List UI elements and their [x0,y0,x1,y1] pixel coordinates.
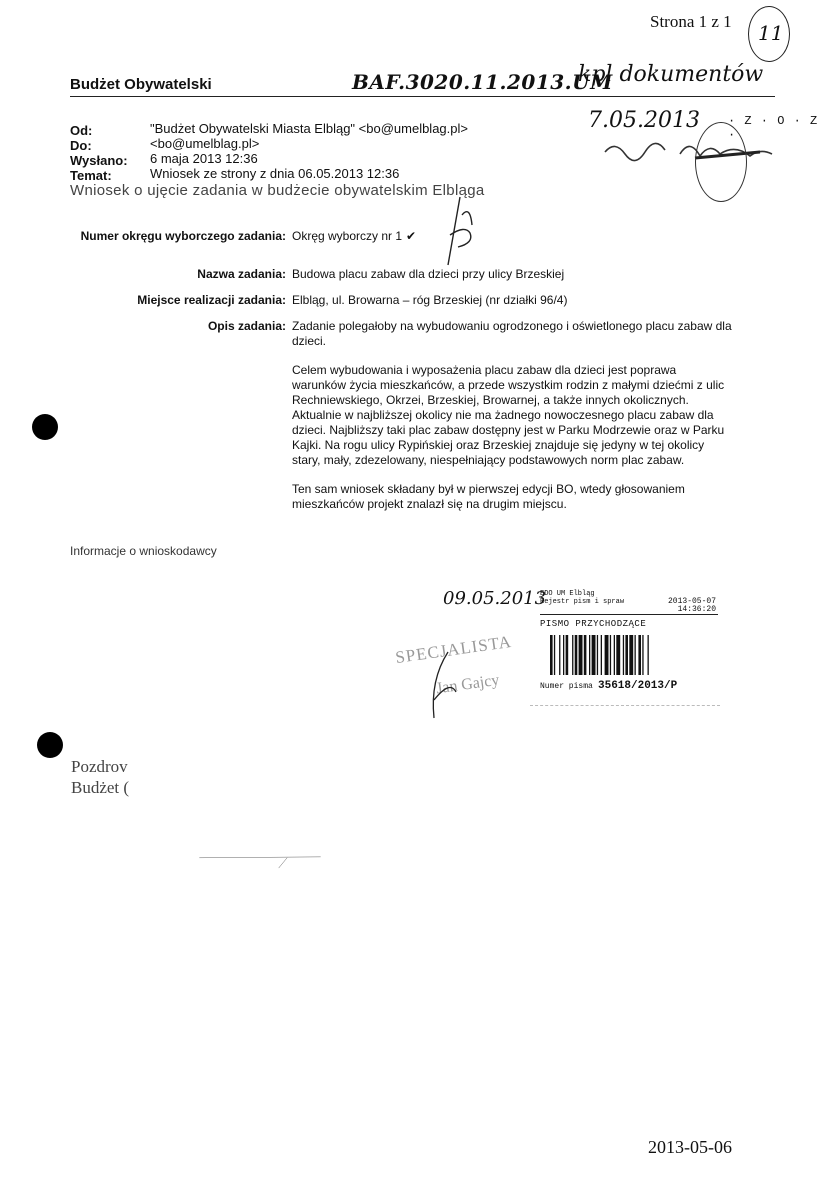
barcode-bar [579,635,583,675]
description-label: Opis zadania: [207,319,286,333]
barcode-bar [605,635,609,675]
barcode-icon [550,635,710,675]
to-label: Do: [70,138,92,153]
district-value: Okręg wyborczy nr 1 [292,229,403,243]
description-paragraph: Ten sam wniosek składany był w pierwszej edycji BO, wtedy głosowaniem mieszkańców projekt znalazł się na drugim miejscu. [292,482,685,511]
specialist-name-stamp: Jan Gajcy [435,671,501,698]
barcode-bar [616,635,620,675]
received-date-handwritten: 09.05.2013 [443,588,547,609]
barcode-bar [629,635,633,675]
registry-org-line: EDO UM Elbląg [540,590,595,598]
closing-line: Budżet ( [71,778,130,797]
footer-date: 2013-05-06 [648,1137,732,1157]
barcode-bar [575,635,578,675]
district-value-row [292,229,732,244]
signature-loop [695,122,747,202]
punch-hole [37,732,63,758]
description-value [292,319,732,526]
closing-line: Pozdrov [71,757,128,776]
barcode-bar [589,635,590,675]
description-paragraph: Zadanie polegałoby na wybudowaniu ogrodzonego i oświetlonego placu zabaw dla dzieci. [292,319,732,348]
barcode-bar [635,635,636,675]
description-paragraph: Celem wybudowania i wyposażenia placu zabaw dla dzieci jest poprawa warunków życia mieszkańców, a przede wszystkim rodzin z małymi dziećmi z ulic Rechniewskiego, Okrzei, Brzeskiej, Browarnej, a także innych okolicznych. Aktualnie w najbliższej okolicy nie ma żadnego nowoczesnego placu zabaw dla dzieci. Najbliższy taki plac zabaw dostępny jest w Parku Modrzewie oraz w Parku Kajki. Na rogu ulicy Rypińskiej oraz Brzeskiej znajduje się jedyny w tej okolicy stary, mały, zdezelowany, niespełniający podstawowych norm plac zabaw. [292,363,725,467]
applicant-info-label: Informacje o wnioskodawcy [70,544,217,558]
barcode-bar [601,635,602,675]
form-heading: Wniosek o ujęcie zadania w budżecie obywatelskim Elbląga [70,182,485,199]
registry-datetime [668,598,716,614]
task-name-value: Budowa placu zabaw dla dzieci przy ulicy Brzeskiej [292,267,565,281]
page-circle-number [748,6,790,62]
registry-rule [540,614,718,615]
handwritten-note: kpl dokumentów [578,62,764,87]
barcode-bar [623,635,624,675]
barcode-bar [625,635,628,675]
barcode-bar [584,635,587,675]
sent-value: 6 maja 2013 12:36 [150,151,258,166]
handwritten-date: 7.05.2013 [588,108,700,133]
handwritten-ref-code: BAF.3020.11.2013.UM [352,70,613,94]
registry-title: PISMO PRZYCHODZĄCE [540,619,647,629]
specialist-signature [420,650,460,720]
sent-label: Wysłano: [70,153,128,168]
barcode-bar [572,635,573,675]
registry-number: 35618/2013/P [598,680,678,692]
registry-org [540,590,624,606]
barcode-bar [566,635,569,675]
subject-label: Temat: [70,168,112,183]
registry-stamp [540,590,718,720]
barcode-bar [648,635,649,675]
barcode-bar [592,635,596,675]
circle-number-text: 11 [758,21,784,45]
barcode-bar [614,635,615,675]
registry-org-line: Rejestr pism i spraw [540,598,625,606]
barcode-bar [554,635,555,675]
barcode-bar [559,635,560,675]
district-label: Numer okręgu wyborczego zadania: [80,229,286,243]
org-title: Budżet Obywatelski [70,76,212,93]
registry-dashed-line [530,705,720,706]
barcode-bar [610,635,611,675]
faint-scribble-line [130,855,390,869]
to-value: <bo@umelblag.pl> [150,136,260,151]
registry-date: 2013-05-07 [667,597,716,606]
specialist-stamp: SPECJALISTA [394,631,514,668]
barcode-bar [597,635,598,675]
signature-scribble [600,132,775,166]
punch-hole [32,414,58,440]
barcode-bar [642,635,643,675]
barcode-bar [563,635,564,675]
registry-number-label: Numer pisma [540,682,593,691]
from-value: "Budżet Obywatelski Miasta Elbląg" <bo@umelblag.pl> [150,121,468,136]
location-value: Elbląg, ul. Browarna – róg Brzeskiej (nr działki 96/4) [292,293,568,307]
subject-value: Wniosek ze strony z dnia 06.05.2013 12:36 [150,166,400,181]
page-number-label: Strona 1 z 1 [650,12,732,31]
header-rule [70,96,775,97]
task-name-label: Nazwa zadania: [197,267,286,281]
checkmark-icon: ✔ [406,229,417,243]
registry-time: 14:36:20 [677,605,716,614]
small-stamp-mark: · Z · O · Z · [728,114,819,142]
barcode-bar [638,635,641,675]
from-label: Od: [70,123,93,138]
location-label: Miejsce realizacji zadania: [137,293,286,307]
barcode-bar [550,635,553,675]
